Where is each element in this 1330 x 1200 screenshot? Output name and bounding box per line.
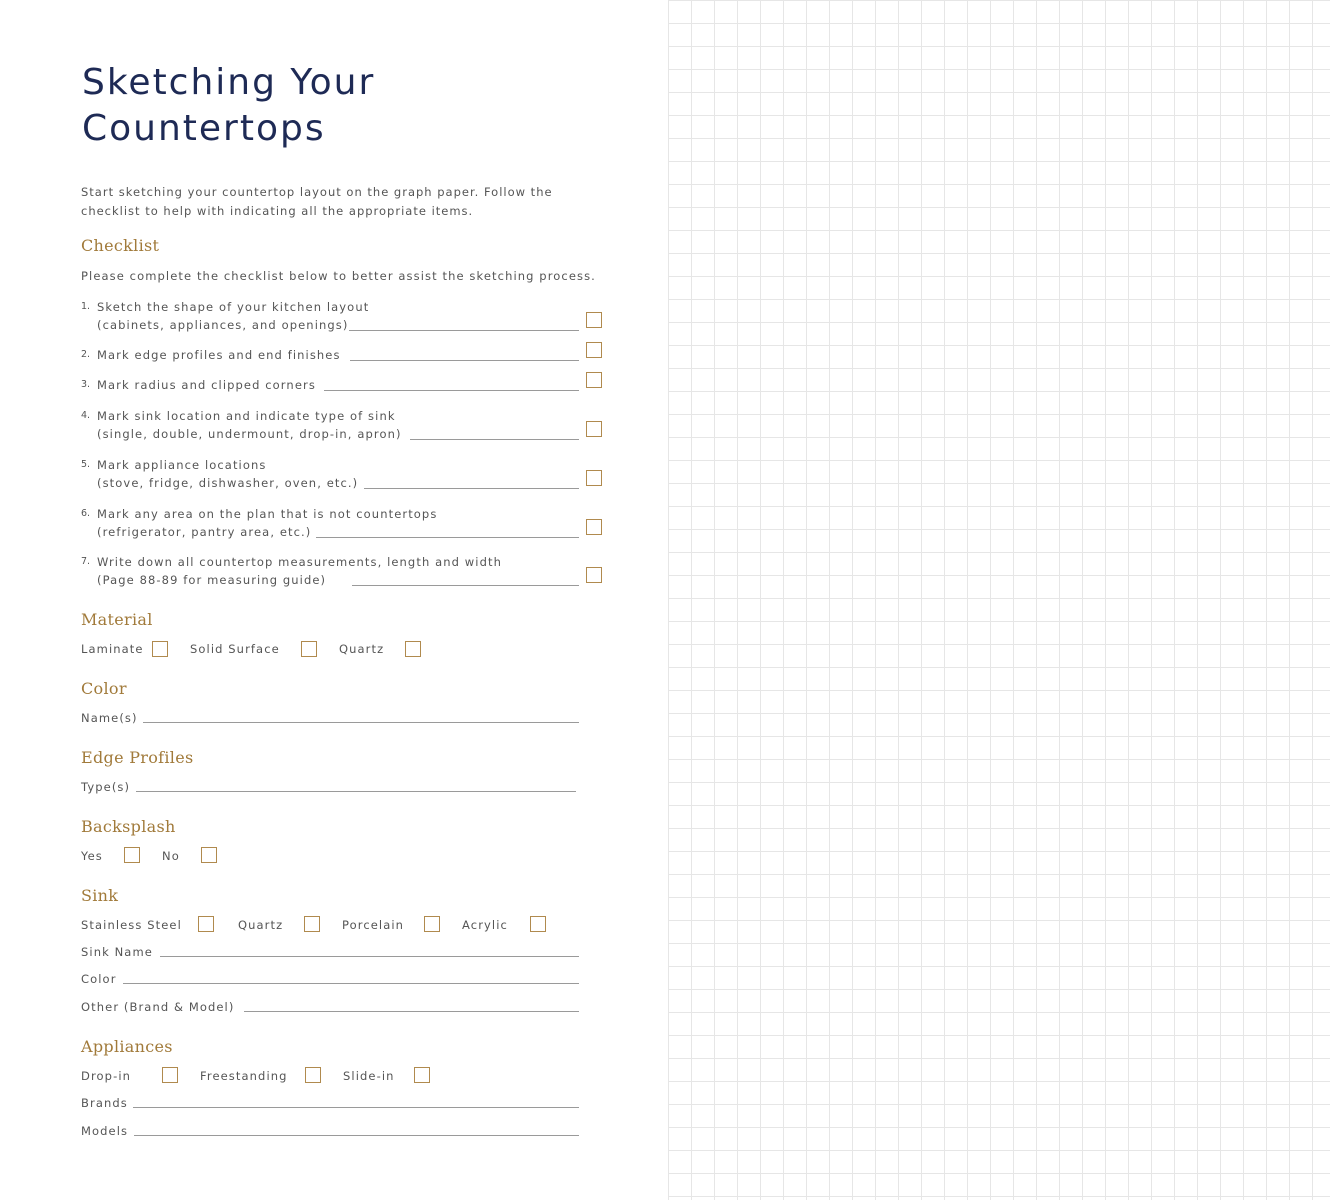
checklist-heading: Checklist <box>81 236 160 255</box>
checklist-item-6-number: 6. <box>81 508 91 519</box>
checklist-item-3-number: 3. <box>81 379 91 390</box>
sink-stainless-steel-checkbox[interactable] <box>198 916 214 932</box>
checklist-item-3-checkbox[interactable] <box>586 372 602 388</box>
sink-acrylic-checkbox[interactable] <box>530 916 546 932</box>
backsplash-yes-checkbox[interactable] <box>124 847 140 863</box>
backsplash-yes-label: Yes <box>81 849 103 863</box>
sink-other-line[interactable] <box>244 1011 579 1012</box>
checklist-item-1-subtext: (cabinets, appliances, and openings) <box>97 318 349 332</box>
material-option-laminate-label: Laminate <box>81 642 144 656</box>
material-heading: Material <box>81 610 153 629</box>
appliances-models-label: Models <box>81 1124 129 1138</box>
material-option-quartz-label: Quartz <box>339 642 385 656</box>
edge-profiles-type-label: Type(s) <box>81 780 131 794</box>
appliances-brands-label: Brands <box>81 1096 128 1110</box>
checklist-item-5-subtext: (stove, fridge, dishwasher, oven, etc.) <box>97 476 359 490</box>
checklist-item-7-number: 7. <box>81 556 91 567</box>
sink-heading: Sink <box>81 886 119 905</box>
backsplash-no-checkbox[interactable] <box>201 847 217 863</box>
appliances-slide-in-label: Slide-in <box>343 1069 395 1083</box>
sink-acrylic-label: Acrylic <box>462 918 508 932</box>
checklist-item-7-checkbox[interactable] <box>586 567 602 583</box>
appliances-freestanding-checkbox[interactable] <box>305 1067 321 1083</box>
color-heading: Color <box>81 679 127 698</box>
sink-other-label: Other (Brand & Model) <box>81 1000 235 1014</box>
sink-color-label: Color <box>81 972 117 986</box>
page-title-line-2: Countertops <box>82 108 326 149</box>
sink-quartz-checkbox[interactable] <box>304 916 320 932</box>
checklist-item-5-text: Mark appliance locations <box>97 458 267 472</box>
color-name-label: Name(s) <box>81 711 138 725</box>
checklist-item-2-text: Mark edge profiles and end finishes <box>97 348 341 362</box>
graph-paper[interactable] <box>668 0 1330 1200</box>
appliances-drop-in-label: Drop-in <box>81 1069 131 1083</box>
page-title <box>82 60 375 152</box>
sink-name-label: Sink Name <box>81 945 153 959</box>
checklist-item-6-checkbox[interactable] <box>586 519 602 535</box>
material-option-solid-surface-label: Solid Surface <box>190 642 280 656</box>
checklist-item-6-subtext: (refrigerator, pantry area, etc.) <box>97 525 312 539</box>
checklist-item-7-line <box>352 585 579 586</box>
checklist-item-3-line <box>324 390 579 391</box>
checklist-item-4-line <box>410 439 579 440</box>
checklist-item-7-text: Write down all countertop measurements, length and width <box>97 555 502 569</box>
sink-color-line[interactable] <box>123 983 579 984</box>
checklist-item-1-checkbox[interactable] <box>586 312 602 328</box>
checklist-item-2-number: 2. <box>81 349 91 360</box>
checklist-item-5-line <box>364 488 579 489</box>
appliances-drop-in-checkbox[interactable] <box>162 1067 178 1083</box>
sink-quartz-label: Quartz <box>238 918 284 932</box>
checklist-item-4-number: 4. <box>81 410 91 421</box>
material-quartz-checkbox[interactable] <box>405 641 421 657</box>
checklist-item-4-subtext: (single, double, undermount, drop-in, apron) <box>97 427 402 441</box>
checklist-item-1-text: Sketch the shape of your kitchen layout <box>97 300 370 314</box>
checklist-item-5-checkbox[interactable] <box>586 470 602 486</box>
backsplash-no-label: No <box>162 849 180 863</box>
intro-text: Start sketching your countertop layout on the graph paper. Follow the checklist to help with indicating all the appropriate items. <box>81 185 553 218</box>
appliances-slide-in-checkbox[interactable] <box>414 1067 430 1083</box>
color-name-line[interactable] <box>143 722 579 723</box>
checklist-subtitle: Please complete the checklist below to better assist the sketching process. <box>81 269 596 283</box>
checklist-item-1-line <box>349 330 579 331</box>
checklist-item-2-line <box>350 360 579 361</box>
appliances-freestanding-label: Freestanding <box>200 1069 288 1083</box>
edge-profiles-heading: Edge Profiles <box>81 748 194 767</box>
edge-profiles-type-line[interactable] <box>136 791 576 792</box>
sink-porcelain-label: Porcelain <box>342 918 405 932</box>
checklist-item-3-text: Mark radius and clipped corners <box>97 378 316 392</box>
checklist-item-1-number: 1. <box>81 301 91 312</box>
appliances-heading: Appliances <box>81 1037 173 1056</box>
checklist-item-7-subtext: (Page 88-89 for measuring guide) <box>97 573 327 587</box>
page-title-line-1: Sketching Your <box>82 62 376 103</box>
checklist-item-2-checkbox[interactable] <box>586 342 602 358</box>
sink-porcelain-checkbox[interactable] <box>424 916 440 932</box>
checklist-item-4-text: Mark sink location and indicate type of sink <box>97 409 396 423</box>
checklist-item-6-text: Mark any area on the plan that is not countertops <box>97 507 438 521</box>
material-solid-surface-checkbox[interactable] <box>301 641 317 657</box>
material-laminate-checkbox[interactable] <box>152 641 168 657</box>
backsplash-heading: Backsplash <box>81 817 176 836</box>
checklist-item-5-number: 5. <box>81 459 91 470</box>
sink-name-line[interactable] <box>160 956 579 957</box>
sink-stainless-steel-label: Stainless Steel <box>81 918 182 932</box>
appliances-models-line[interactable] <box>134 1135 579 1136</box>
checklist-item-6-line <box>316 537 579 538</box>
appliances-brands-line[interactable] <box>133 1107 579 1108</box>
checklist-item-4-checkbox[interactable] <box>586 421 602 437</box>
